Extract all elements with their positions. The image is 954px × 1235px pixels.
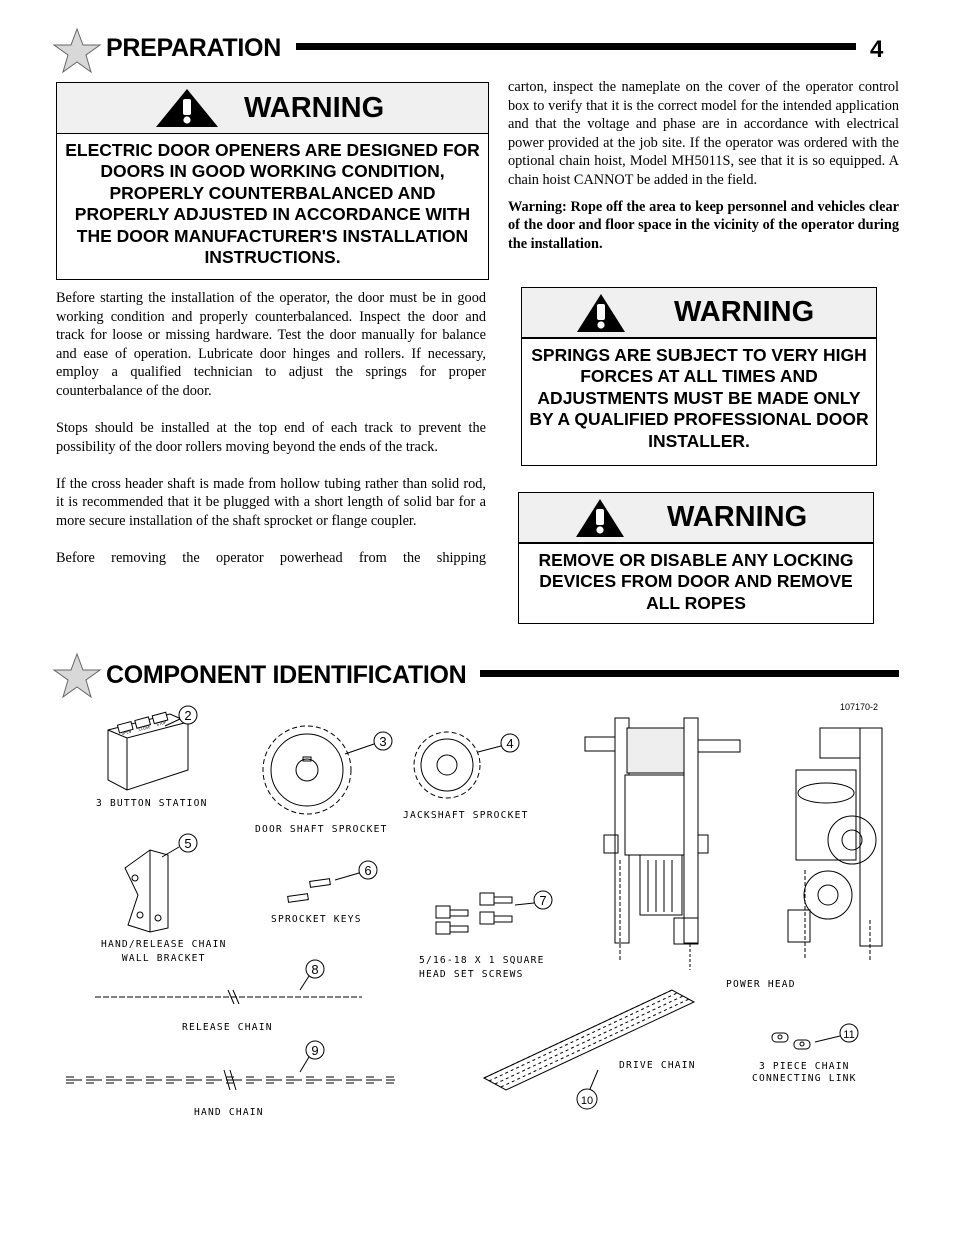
warning-header — [57, 83, 488, 134]
left-column-text — [56, 289, 486, 586]
warning-header — [522, 288, 876, 339]
paragraph: Before removing the operator powerhead from the shipping — [56, 550, 486, 567]
callout-6: 6 — [364, 863, 372, 878]
callout-4: 4 — [506, 736, 514, 751]
callout-8: 8 — [311, 962, 319, 977]
callout-7: 7 — [539, 893, 547, 908]
warning-box-2 — [521, 287, 877, 466]
connecting-link-drawing — [772, 1033, 810, 1049]
power-head-front-drawing — [585, 718, 740, 970]
label-power-head: POWER HEAD — [726, 979, 796, 990]
warning-title: WARNING — [667, 501, 808, 533]
callout-9: 9 — [311, 1043, 319, 1058]
jackshaft-sprocket-drawing — [414, 732, 480, 798]
figure-id: 107170-2 — [840, 702, 879, 712]
warning-box-3 — [518, 492, 874, 624]
warning-title: WARNING — [674, 296, 815, 328]
label-door-shaft-sprocket: DOOR SHAFT SPROCKET — [255, 824, 388, 835]
callout-11: 11 — [843, 1029, 855, 1041]
button-label-stop: STOP — [155, 719, 167, 727]
paragraph: carton, inspect the nameplate on the cover of the operator control box to verify that it is the correct model for the intended application and that the voltage and phase are in accordance with electrical power provided at the job site. If the operator was ordered with the optional chain hoist, Model MH5011S, see that it is so equipped. A chain hoist CANNOT be added in the field. — [508, 79, 899, 188]
label-wall-bracket: HAND/RELEASE CHAIN WALL BRACKET — [101, 939, 227, 964]
label-release-chain: RELEASE CHAIN — [182, 1022, 273, 1033]
callout-2: 2 — [184, 708, 192, 723]
component-identification-title: COMPONENT IDENTIFICATION — [106, 661, 467, 689]
paragraph: Stops should be installed at the top end of each track to prevent the possibility of the door rollers moving beyond the ends of the track. — [56, 420, 486, 455]
warning-box-1 — [56, 82, 489, 280]
paragraph: Before starting the installation of the operator, the door must be in good working condition and properly counterbalanced. Inspect the door and track for loose or missing hardware. Test the door manually for balance and ease of operation. Lubricate door hinges and rollers. If necessary, employ a qualified technician to adjust the springs for proper counterbalance of the door. — [56, 290, 486, 399]
wall-bracket-drawing — [125, 850, 168, 932]
warning-text: SPRINGS ARE SUBJECT TO VERY HIGH FORCES AT ALL TIMES AND ADJUSTMENTS MUST BE MADE ONLY BY A QUALIFIED PROFESSIONAL DOOR INSTALLER. — [529, 345, 869, 451]
preparation-title: PREPARATION — [106, 34, 281, 62]
exclamation-icon — [152, 86, 222, 130]
right-column-text — [508, 78, 899, 253]
rope-warning-text: Warning: Rope off the area to keep personnel and vehicles clear of the door and floor space in the vicinity of the operator during the installation. — [508, 198, 899, 252]
callout-5: 5 — [184, 836, 192, 851]
label-hand-chain: HAND CHAIN — [194, 1107, 264, 1118]
label-drive-chain: DRIVE CHAIN — [619, 1060, 696, 1071]
star-icon — [52, 27, 102, 75]
label-connecting-link: 3 PIECE CHAIN CONNECTING LINK — [752, 1061, 857, 1084]
power-head-side-drawing — [788, 728, 882, 960]
paragraph: If the cross header shaft is made from hollow tubing rather than solid rod, it is recommended that it be plugged with a short length of solid bar for a more secure installation of the shaft sprocket or flange coupler. — [56, 475, 486, 529]
warning-title: WARNING — [244, 91, 385, 124]
header-rule — [480, 670, 899, 677]
warning-header — [519, 493, 873, 544]
hand-chain-drawing — [66, 1077, 395, 1083]
button-label-open: OPEN — [120, 728, 132, 736]
sprocket-keys-drawing — [288, 879, 331, 903]
warning-text: ELECTRIC DOOR OPENERS ARE DESIGNED FOR DOORS IN GOOD WORKING CONDITION, PROPERLY COUNTERBALANCED AND PROPERLY ADJUSTED IN ACCORDANCE WITH THE DOOR MANUFACTURER'S INSTALLATION INSTRUCTIONS. — [65, 140, 480, 268]
exclamation-icon — [573, 496, 627, 540]
set-screws-drawing — [436, 893, 512, 934]
page-number: 4 — [870, 36, 884, 63]
door-shaft-sprocket-drawing — [263, 726, 351, 814]
callout-3: 3 — [379, 734, 387, 749]
label-set-screws: 5/16-18 X 1 SQUARE HEAD SET SCREWS — [419, 955, 545, 980]
label-jackshaft-sprocket: JACKSHAFT SPROCKET — [403, 810, 529, 821]
button-label-close: CLOSE — [137, 724, 151, 732]
callout-10: 10 — [580, 1095, 594, 1107]
label-button-station: 3 BUTTON STATION — [96, 798, 208, 809]
drive-chain-drawing — [484, 990, 694, 1090]
warning-text: REMOVE OR DISABLE ANY LOCKING DEVICES FROM DOOR AND REMOVE ALL ROPES — [538, 550, 854, 613]
label-sprocket-keys: SPROCKET KEYS — [271, 914, 362, 925]
header-rule — [296, 43, 856, 50]
exclamation-icon — [574, 291, 628, 335]
callout-numbers — [184, 708, 854, 1107]
